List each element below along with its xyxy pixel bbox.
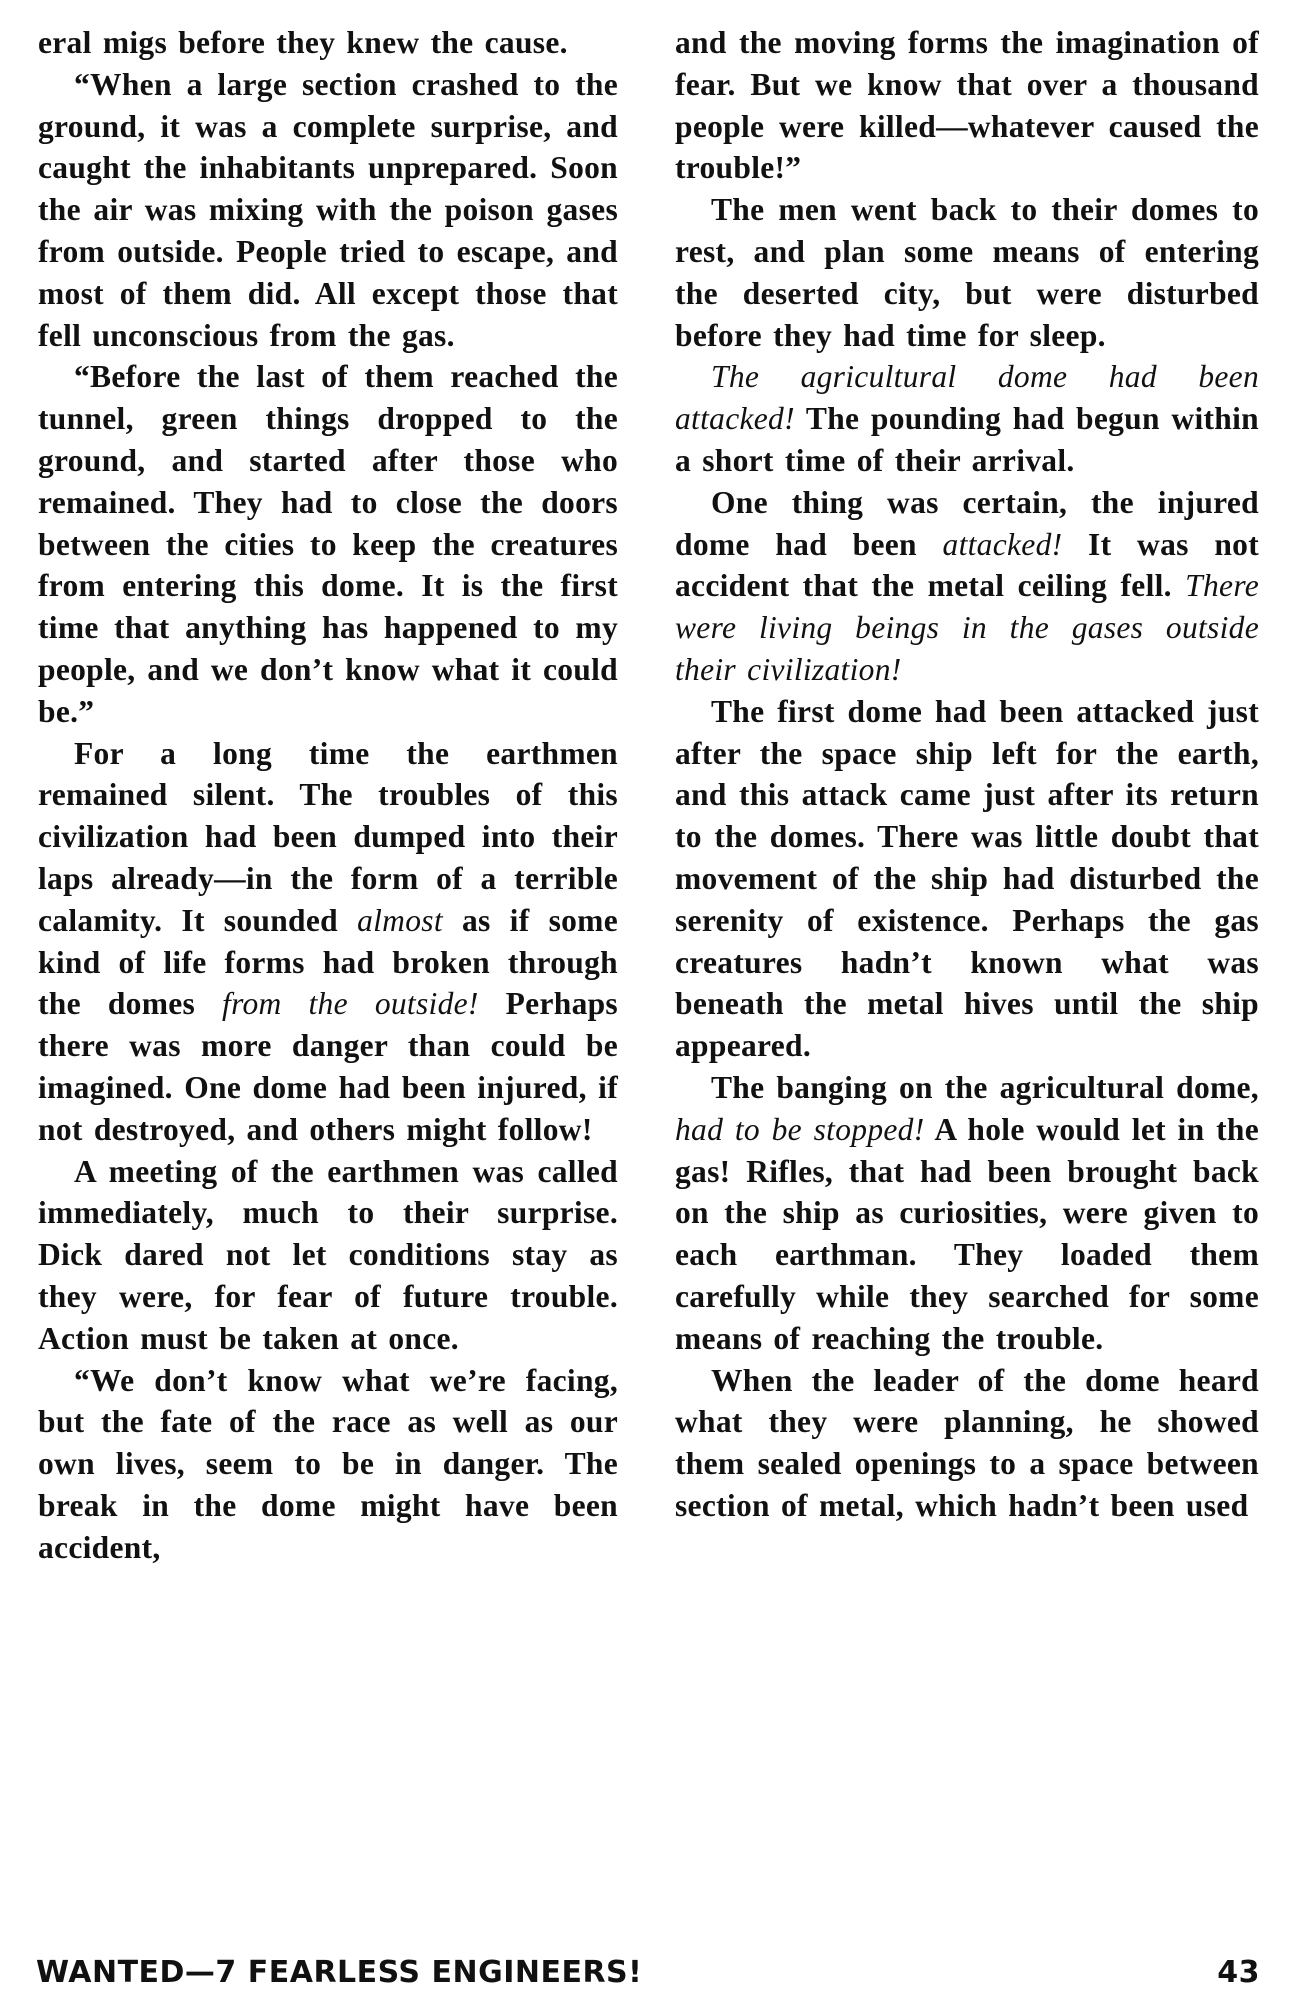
italic-text: There were living beings in the gases outside their civilization!	[675, 568, 1259, 687]
italic-text: The agricultural dome had been attacked!	[675, 359, 1259, 437]
paragraph: The men went back to their domes to rest, and plan some means of entering the deserted city, but were disturbed before they had time for sleep.	[675, 192, 1259, 353]
paragraph	[675, 1067, 1259, 1360]
right-text-column	[675, 22, 1259, 1527]
italic-text: almost	[357, 902, 443, 938]
paragraph	[675, 482, 1259, 691]
paragraph: “Before the last of them reached the tunnel, green things dropped to the ground, and started after those who remained. They had to close the doors between the cities to keep the creatures from entering this dome. It is the first time that anything has happened to my people, and we don’t know what it could be.”	[38, 359, 618, 729]
paragraph: “When a large section crashed to the ground, it was a complete surprise, and caught the inhabitants unprepared. Soon the air was mixing with the poison gases from outside. People tried to escape, and most of them did. All except those that fell unconscious from the gas.	[38, 66, 618, 353]
text-run: For a long time the earthmen remained silent. The troubles of this civilization had been dumped into their laps already—in the form of a terrible calamity. It sounded	[38, 735, 618, 938]
paragraph: “We don’t know what we’re facing, but the fate of the race as well as our own lives, seem to be in danger. The break in the dome might have been accident,	[38, 1362, 618, 1565]
text-run: as if some kind of life forms had broken through the domes	[38, 902, 618, 1022]
text-run: The banging on the agricultural dome,	[711, 1069, 1259, 1105]
paragraph: The first dome had been attacked just after the space ship left for the earth, and this attack came just after its return to the domes. There was little doubt that movement of the ship had disturbed the serenity of existence. Perhaps the gas creatures hadn’t known what was beneath the metal hives until the ship appeared.	[675, 693, 1259, 1064]
paragraph: eral migs before they knew the cause.	[38, 25, 568, 60]
left-text-column	[38, 22, 618, 1568]
text-run: A hole would let in the gas! Rifles, that had been brought back on the ship as curiosities, were given to each earthman. They loaded them carefully while they searched for some means of reaching the trouble.	[675, 1111, 1259, 1356]
page-number: 43	[1217, 1955, 1260, 1990]
text-run: Perhaps there was more danger than could be imagined. One dome had been injured, if not destroyed, and others might follow!	[38, 986, 618, 1147]
paragraph: and the moving forms the imagination of fear. But we know that over a thousand people were killed—whatever caused the trouble!”	[675, 25, 1259, 186]
text-run: One thing was certain, the injured dome had been	[675, 484, 1259, 562]
page-footer	[36, 1955, 1260, 1999]
paragraph: A meeting of the earthmen was called immediately, much to their surprise. Dick dared not let conditions stay as they were, for fear of future trouble. Action must be taken at once.	[38, 1153, 618, 1356]
paragraph: When the leader of the dome heard what they were planning, he showed them sealed openings to a space between section of metal, which hadn’t been used	[675, 1362, 1259, 1523]
italic-text: attacked!	[942, 526, 1063, 562]
italic-text: had to be stopped!	[675, 1111, 925, 1147]
paragraph	[38, 733, 618, 1151]
running-title: WANTED—7 FEARLESS ENGINEERS!	[36, 1955, 643, 1990]
text-run: The pounding had begun within a short time of their arrival.	[675, 401, 1259, 478]
text-run: It was not accident that the metal ceiling fell.	[675, 526, 1259, 604]
italic-text: from the outside!	[222, 986, 479, 1022]
paragraph	[675, 356, 1259, 481]
